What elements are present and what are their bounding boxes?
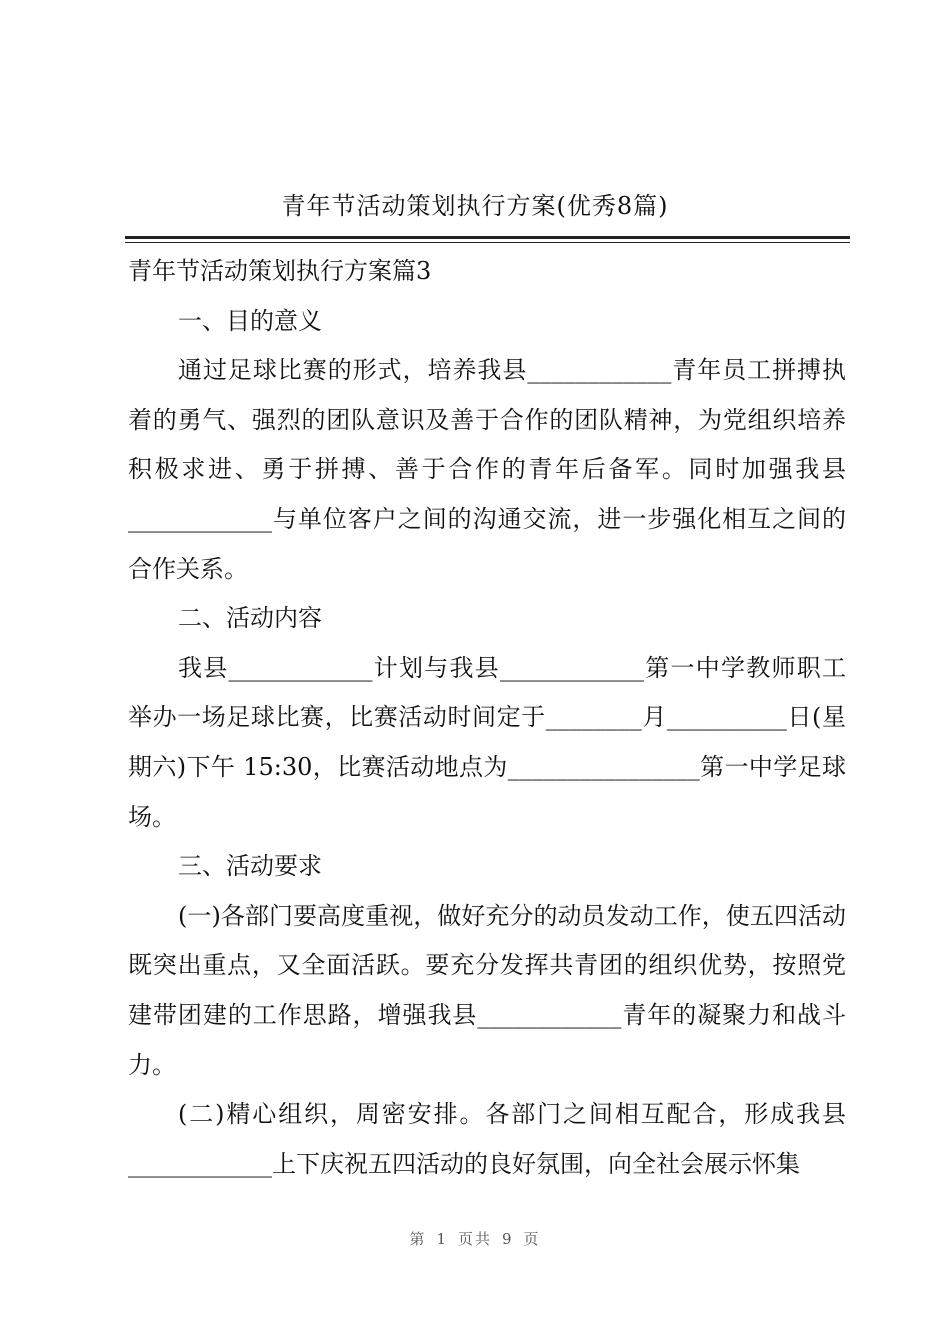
title-rule-thick xyxy=(125,236,850,239)
page-footer xyxy=(0,1228,950,1249)
subheading-requirements: 三、活动要求 xyxy=(178,852,322,881)
subheading-content: 二、活动内容 xyxy=(178,604,322,633)
title-rule-thin xyxy=(125,242,850,243)
document-body xyxy=(128,247,846,1189)
paragraph-requirement-1: (一)各部门要高度重视，做好充分的动员发动工作，使五四活动既突出重点，又全面活跃。要充分发挥共青团的组织优势，按照党建带团建的工作思路，增强我县____________青年的凝聚力和战斗力。 xyxy=(128,901,846,1079)
section-heading: 青年节活动策划执行方案篇3 xyxy=(128,257,432,285)
footer-label-ye-gong: 页共 xyxy=(457,1230,492,1248)
footer-page-total: 9 xyxy=(502,1230,514,1248)
document-title: 青年节活动策划执行方案(优秀8篇) xyxy=(281,192,669,220)
footer-page-current: 1 xyxy=(436,1230,448,1248)
footer-label-ye: 页 xyxy=(523,1230,541,1248)
subheading-purpose: 一、目的意义 xyxy=(178,306,322,335)
paragraph-content: 我县____________计划与我县____________第一中学教师职工举办一场足球比赛，比赛活动时间定于________月__________日(星期六)下午 15:30，比赛活动地点为________________第一中学足球场。 xyxy=(128,653,846,831)
paragraph-requirement-2: (二)精心组织，周密安排。各部门之间相互配合，形成我县____________上下庆祝五四活动的良好氛围，向全社会展示怀集 xyxy=(128,1100,846,1178)
paragraph-purpose: 通过足球比赛的形式，培养我县____________青年员工拼搏执着的勇气、强烈的团队意识及善于合作的团队精神，为党组织培养积极求进、勇于拼搏、善于合作的青年后备军。同时加强我县____________与单位客户之间的沟通交流，进一步强化相互之间的合作关系。 xyxy=(128,356,846,583)
footer-label-di: 第 xyxy=(409,1230,427,1248)
